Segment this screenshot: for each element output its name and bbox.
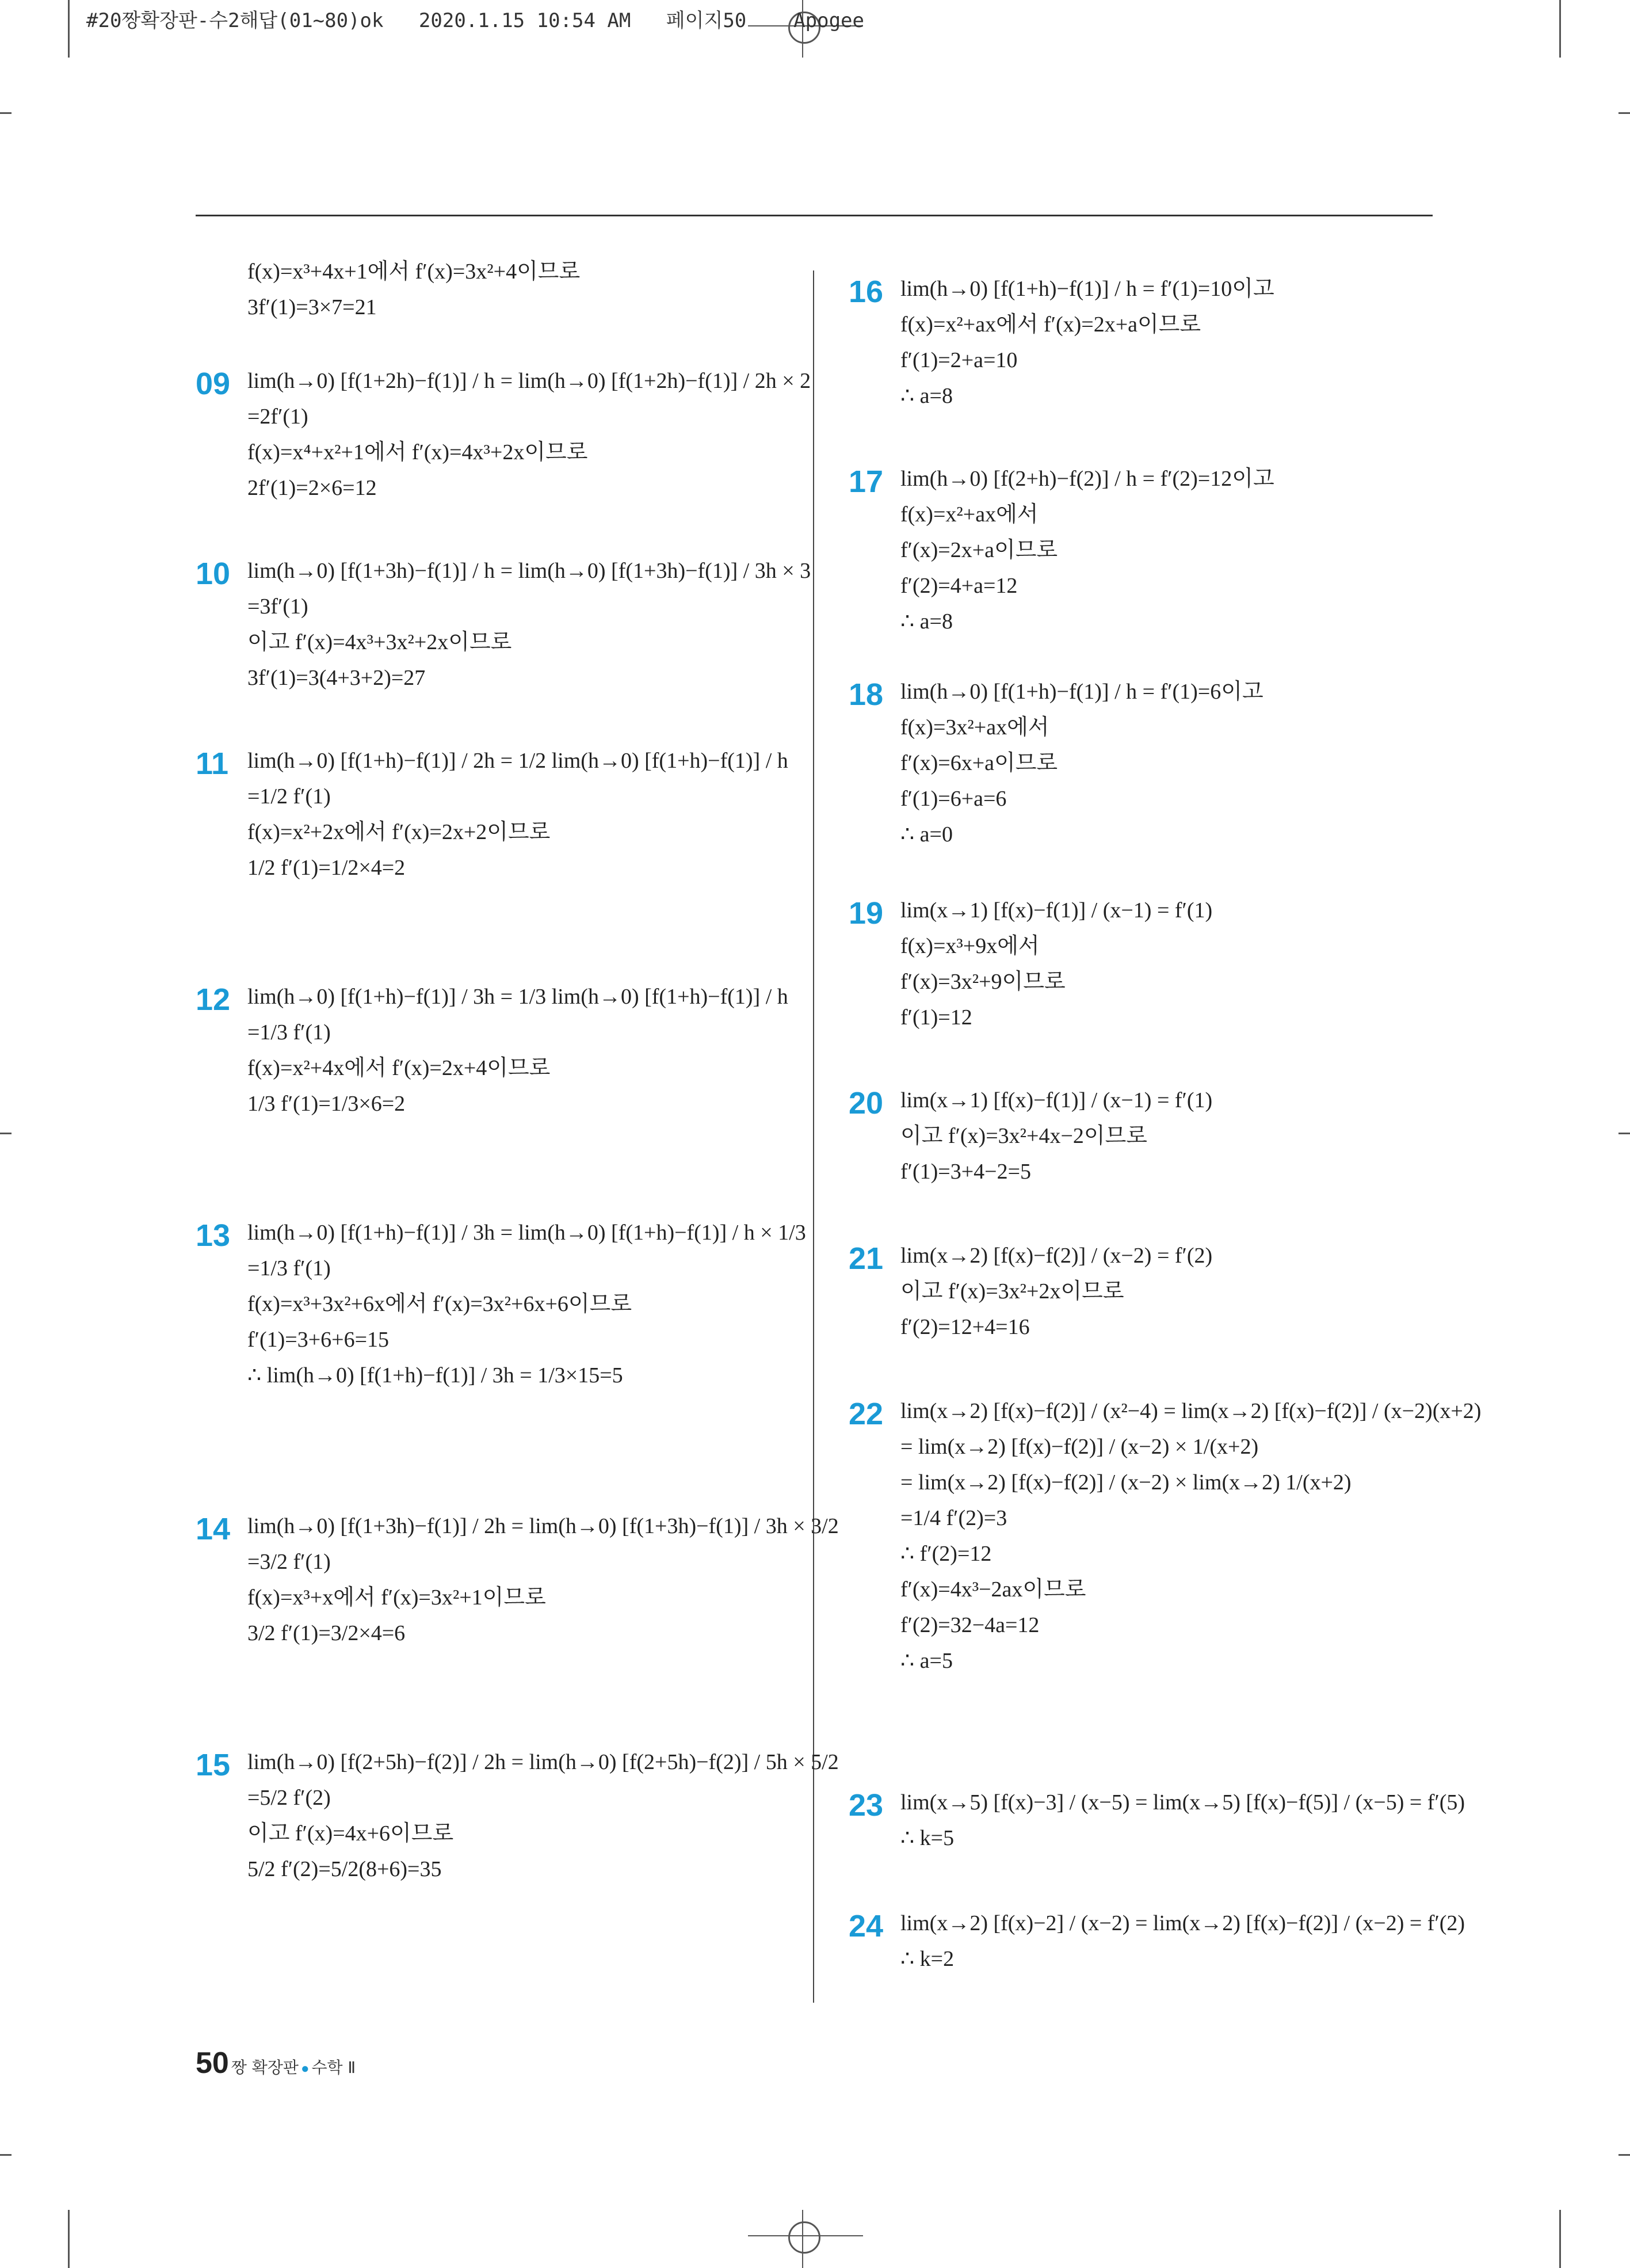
solution-line: f′(x)=3x²+9이므로 <box>900 970 1066 994</box>
solution-line: 3f′(1)=3×7=21 <box>247 295 377 319</box>
solution-line: = lim(x→2) [f(x)−f(2)] / (x−2) × 1/(x+2) <box>900 1435 1259 1459</box>
solution-line: f′(x)=2x+a이므로 <box>900 538 1058 562</box>
solution-line: 3f′(1)=3(4+3+2)=27 <box>247 666 426 690</box>
crop-mark <box>1618 1133 1630 1134</box>
solution-line: lim(h→0) [f(1+h)−f(1)] / h = f′(1)=10이고 <box>900 277 1274 301</box>
book-title: 짱 확장판 <box>231 2058 299 2077</box>
registration-mark-line <box>802 2210 803 2268</box>
page-number: 50 <box>196 2046 229 2080</box>
solution-line: f(x)=x³+x에서 f′(x)=3x²+1이므로 <box>247 1585 546 1610</box>
problem-number: 23 <box>849 1788 884 1823</box>
problem-number: 10 <box>196 556 231 591</box>
solution-line: =2f′(1) <box>247 405 308 429</box>
crop-mark <box>1559 0 1561 58</box>
crop-mark <box>1618 2154 1630 2156</box>
solution-line: =5/2 f′(2) <box>247 1786 331 1810</box>
solution-line: f(x)=x³+4x+1에서 f′(x)=3x²+4이므로 <box>247 260 581 284</box>
print-header <box>86 5 864 33</box>
solution-line: 2f′(1)=2×6=12 <box>247 476 377 500</box>
solution-line: = lim(x→2) [f(x)−f(2)] / (x−2) × lim(x→2) 1/(x+2) <box>900 1470 1352 1495</box>
problem-number: 09 <box>196 367 231 401</box>
solution-line: ∴ a=0 <box>900 822 953 847</box>
file-name: #20짱확장판-수2해답(01~80)ok <box>86 9 384 32</box>
solution-line: f(x)=x²+ax에서 <box>900 502 1039 527</box>
solution-line: ∴ a=8 <box>900 384 953 408</box>
crop-mark <box>68 0 70 58</box>
crop-mark <box>0 2154 12 2156</box>
problem-number: 18 <box>849 677 884 712</box>
solution-line: lim(x→1) [f(x)−f(1)] / (x−1) = f′(1) <box>900 1088 1213 1112</box>
solution-line: lim(h→0) [f(2+5h)−f(2)] / 2h = lim(h→0) [f(2+5h)−f(2)] / 5h × 5/2 <box>247 1750 839 1774</box>
crop-mark <box>68 2210 70 2268</box>
problem-number: 14 <box>196 1512 231 1546</box>
solution-line: 이고 f′(x)=4x+6이므로 <box>247 1821 454 1846</box>
solution-line: ∴ a=8 <box>900 609 953 634</box>
crop-mark <box>0 1133 12 1134</box>
problem-number: 22 <box>849 1397 884 1431</box>
solution-line: 이고 f′(x)=4x³+3x²+2x이므로 <box>247 630 512 654</box>
solution-line: lim(h→0) [f(1+h)−f(1)] / 2h = 1/2 lim(h→0) [f(1+h)−f(1)] / h <box>247 749 788 773</box>
solution-line: f′(1)=12 <box>900 1005 972 1030</box>
solution-line: f′(2)=4+a=12 <box>900 574 1018 598</box>
solution-line: f′(x)=6x+a이므로 <box>900 751 1058 775</box>
solution-line: f(x)=x³+3x²+6x에서 f′(x)=3x²+6x+6이므로 <box>247 1292 632 1316</box>
solution-line: lim(x→5) [f(x)−3] / (x−5) = lim(x→5) [f(x)−f(5)] / (x−5) = f′(5) <box>900 1790 1465 1815</box>
solution-line: lim(h→0) [f(1+3h)−f(1)] / h = lim(h→0) [f(1+3h)−f(1)] / 3h × 3 <box>247 559 811 583</box>
solution-line: lim(x→2) [f(x)−2] / (x−2) = lim(x→2) [f(x)−f(2)] / (x−2) = f′(2) <box>900 1911 1465 1935</box>
problem-number: 16 <box>849 275 884 309</box>
crop-mark <box>1559 2210 1561 2268</box>
solution-line: lim(x→2) [f(x)−f(2)] / (x²−4) = lim(x→2) [f(x)−f(2)] / (x−2)(x+2) <box>900 1399 1482 1423</box>
registration-mark-line <box>748 2235 863 2236</box>
solution-line: =3f′(1) <box>247 594 308 619</box>
solution-line: lim(h→0) [f(1+3h)−f(1)] / 2h = lim(h→0) [f(1+3h)−f(1)] / 3h × 3/2 <box>247 1514 839 1538</box>
solution-line: f′(1)=3+4−2=5 <box>900 1160 1031 1184</box>
solution-line: ∴ k=2 <box>900 1947 955 1971</box>
solution-line: lim(h→0) [f(1+2h)−f(1)] / h = lim(h→0) [f(1+2h)−f(1)] / 2h × 2 <box>247 369 811 393</box>
solution-line: lim(h→0) [f(1+h)−f(1)] / 3h = 1/3 lim(h→0) [f(1+h)−f(1)] / h <box>247 985 788 1009</box>
solution-line: lim(h→0) [f(1+h)−f(1)] / h = f′(1)=6이고 <box>900 680 1263 704</box>
solution-line: lim(x→1) [f(x)−f(1)] / (x−1) = f′(1) <box>900 898 1213 923</box>
solution-line: 이고 f′(x)=3x²+2x이므로 <box>900 1279 1124 1303</box>
solution-line: f′(1)=6+a=6 <box>900 787 1007 811</box>
solution-line: f(x)=x³+9x에서 <box>900 934 1040 958</box>
solution-line: =1/3 f′(1) <box>247 1256 331 1280</box>
solution-line: lim(h→0) [f(1+h)−f(1)] / 3h = lim(h→0) [f(1+h)−f(1)] / h × 1/3 <box>247 1221 806 1245</box>
problem-number: 20 <box>849 1086 884 1120</box>
solution-line: =1/4 f′(2)=3 <box>900 1506 1007 1530</box>
column-divider <box>813 270 814 2003</box>
solution-line: ∴ a=5 <box>900 1649 953 1673</box>
solution-line: f(x)=x²+ax에서 f′(x)=2x+a이므로 <box>900 312 1201 337</box>
page-label: 페이지50 <box>666 9 747 32</box>
solution-line: 1/3 f′(1)=1/3×6=2 <box>247 1092 406 1116</box>
problem-number: 24 <box>849 1909 884 1943</box>
page-footer <box>196 2046 356 2080</box>
problem-number: 17 <box>849 464 884 499</box>
problem-number: 15 <box>196 1748 231 1782</box>
top-rule <box>196 215 1433 216</box>
solution-line: lim(h→0) [f(2+h)−f(2)] / h = f′(2)=12이고 <box>900 467 1274 491</box>
solution-line: 1/2 f′(1)=1/2×4=2 <box>247 856 406 880</box>
solution-line: f′(x)=4x³−2ax이므로 <box>900 1577 1086 1602</box>
solution-line: ∴ k=5 <box>900 1826 955 1850</box>
solution-line: ∴ f′(2)=12 <box>900 1542 992 1566</box>
solution-line: f(x)=3x²+ax에서 <box>900 715 1049 740</box>
crop-mark <box>1618 112 1630 114</box>
solution-line: f′(1)=3+6+6=15 <box>247 1328 389 1352</box>
solution-line: f(x)=x²+4x에서 f′(x)=2x+4이므로 <box>247 1056 551 1080</box>
solution-line: =1/3 f′(1) <box>247 1020 331 1045</box>
solution-line: ∴ lim(h→0) [f(1+h)−f(1)] / 3h = 1/3×15=5 <box>247 1363 623 1388</box>
solution-line: f′(1)=2+a=10 <box>900 348 1018 372</box>
bullet-icon: ● <box>300 2061 310 2076</box>
solution-line: f′(2)=32−4a=12 <box>900 1613 1040 1637</box>
solution-line: =3/2 f′(1) <box>247 1550 331 1574</box>
solution-line: 5/2 f′(2)=5/2(8+6)=35 <box>247 1857 442 1881</box>
problem-number: 12 <box>196 982 231 1017</box>
print-date: 2020.1.15 10:54 AM <box>418 9 631 32</box>
problem-number: 21 <box>849 1241 884 1276</box>
problem-number: 11 <box>196 746 229 781</box>
solution-line: lim(x→2) [f(x)−f(2)] / (x−2) = f′(2) <box>900 1244 1213 1268</box>
solution-line: 3/2 f′(1)=3/2×4=6 <box>247 1621 406 1645</box>
subject-title: 수학 Ⅱ <box>311 2058 356 2077</box>
solution-line: =1/2 f′(1) <box>247 784 331 809</box>
problem-number: 13 <box>196 1218 231 1253</box>
solution-line: f(x)=x⁴+x²+1에서 f′(x)=4x³+2x이므로 <box>247 440 588 464</box>
brand: Apogee <box>793 9 864 32</box>
solution-line: 이고 f′(x)=3x²+4x−2이므로 <box>900 1124 1148 1148</box>
crop-mark <box>0 112 12 114</box>
registration-mark <box>788 2221 820 2254</box>
problem-number: 19 <box>849 896 884 931</box>
solution-line: f′(2)=12+4=16 <box>900 1315 1030 1339</box>
solution-line: f(x)=x²+2x에서 f′(x)=2x+2이므로 <box>247 820 551 844</box>
